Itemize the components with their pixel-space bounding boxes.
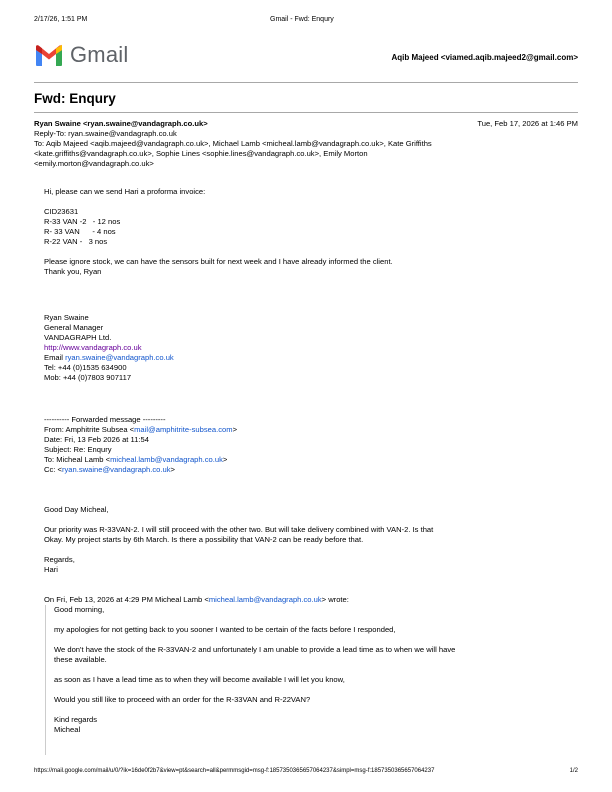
print-page-title: Gmail - Fwd: Enqury [270,16,334,23]
message-header [34,119,578,169]
gmail-m-icon [34,44,64,67]
recipients-line: <emily.morton@vandagraph.co.uk> [34,159,154,168]
message-date: Tue, Feb 17, 2026 at 1:46 PM [477,119,578,128]
fwd-cc-label: Cc: < [44,465,62,474]
fwd-greeting: Good Day Micheal, [44,505,109,514]
message-body [44,187,572,277]
reply-to: Reply-To: ryan.swaine@vandagraph.co.uk [34,129,177,138]
fwd-regards: Regards, [44,555,75,564]
quote-email-link[interactable]: micheal.lamb@vandagraph.co.uk [208,595,322,604]
signature-tel: Tel: +44 (0)1535 634900 [44,363,127,372]
website-link[interactable]: http://www.vandagraph.co.uk [44,343,142,352]
quote-paragraph: these available. [54,655,107,664]
quote-paragraph: We don't have the stock of the R-33VAN-2 and unfortunately I am unable to provide a lead time as to when we will have [54,645,456,654]
signature [44,313,572,383]
fwd-to-email-link[interactable]: micheal.lamb@vandagraph.co.uk [110,455,223,464]
signature-role: General Manager [44,323,104,332]
quote-paragraph: Would you still like to proceed with an order for the R-33VAN and R-22VAN? [54,695,311,704]
fwd-paragraph: Okay. My project starts by 6th March. Is there a possibility that VAN-2 can be ready before that. [44,535,364,544]
signature-company: VANDAGRAPH Ltd. [44,333,112,342]
order-reference: CID23631 [44,207,79,216]
signature-mob: Mob: +44 (0)7803 907117 [44,373,132,382]
recipients-line: To: Aqib Majeed <aqib.majeed@vandagraph.co.uk>, Michael Lamb <micheal.lamb@vandagraph.co.uk>, Kate Griffiths [34,139,432,148]
sender: Ryan Swaine <ryan.swaine@vandagraph.co.uk> [34,119,208,128]
fwd-paragraph: Our priority was R-33VAN-2. I will still proceed with the other two. But will take delivery combined with VAN-2. Is that [44,525,434,534]
quoted-reply [44,595,572,755]
bracket: > [232,425,237,434]
forwarded-divider: ---------- Forwarded message --------- [44,415,166,424]
quote-greeting: Good morning, [54,605,105,614]
bracket: > [222,455,228,464]
body-thanks: Thank you, Ryan [44,267,102,276]
email-link[interactable]: ryan.swaine@vandagraph.co.uk [65,353,174,362]
gmail-wordmark: Gmail [70,42,129,67]
forwarded-header [44,415,572,475]
page-number: 1/2 [569,768,578,774]
order-item: R-22 VAN - 3 nos [44,237,108,246]
divider [34,82,578,83]
quote-paragraph: as soon as I have a lead time as to when they will become available I will let you know, [54,675,345,684]
quote-paragraph: my apologies for not getting back to you sooner I wanted to be certain of the facts before I responded, [54,625,396,634]
forwarded-body [44,505,572,575]
account-identity: Aqib Majeed <viamed.aqib.majeed2@gmail.com> [391,53,578,62]
fwd-cc-email-link[interactable]: ryan.swaine@vandagraph.co.uk [61,465,171,474]
body-note: Please ignore stock, we can have the sensors built for next week and I have already informed the client. [44,257,393,266]
fwd-date: Date: Fri, 13 Feb 2026 at 11:54 [44,435,149,444]
thread-subject: Fwd: Enqury [34,91,116,106]
fwd-from-email-link[interactable]: mail@amphitrite-subsea.com [134,425,233,434]
bracket: > [170,465,175,474]
order-item: R- 33 VAN - 4 nos [44,227,116,236]
fwd-from-label: From: Amphitrite Subsea < [44,425,135,434]
quote-block [45,605,572,755]
email-label: Email [44,353,66,362]
quote-closing: Kind regards [54,715,98,724]
order-item: R-33 VAN -2 - 12 nos [44,217,121,226]
signature-name: Ryan Swaine [44,313,89,322]
quote-header: On Fri, Feb 13, 2026 at 4:29 PM Micheal Lamb < [44,595,209,604]
gmail-logo [34,42,128,68]
fwd-subject: Subject: Re: Enqury [44,445,112,454]
print-url: https://mail.google.com/mail/u/0/?ik=16de0f2b7&view=pt&search=all&permmsgid=msg-f:1857350365657064237&simpl=msg-f:1857350365657064237 [34,768,435,774]
quote-header-suffix: > wrote: [321,595,349,604]
divider [34,112,578,113]
recipients-line: <kate.griffiths@vandagraph.co.uk>, Sophie Lines <sophie.lines@vandagraph.co.uk>, Emily Morton [34,149,368,158]
body-greeting: Hi, please can we send Hari a proforma invoice: [44,187,206,196]
fwd-to-label: To: Micheal Lamb < [44,455,111,464]
print-datetime: 2/17/26, 1:51 PM [34,16,88,23]
quote-signer: Micheal [54,725,81,734]
fwd-sender-name: Hari [44,565,58,574]
print-header [34,16,578,28]
